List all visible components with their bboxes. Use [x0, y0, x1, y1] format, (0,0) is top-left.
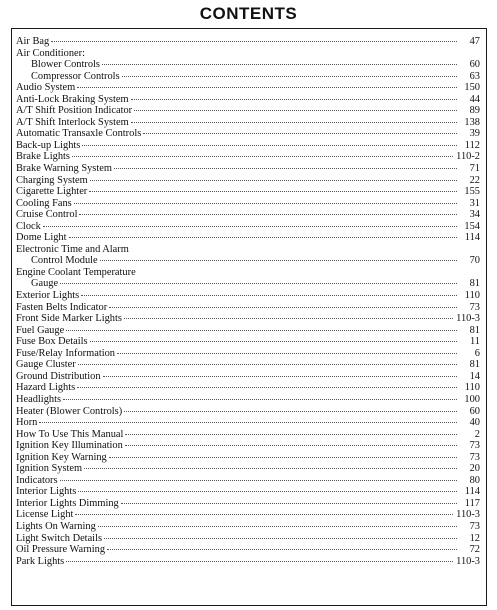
- leader-dots: [131, 99, 457, 100]
- entry-page-number: 112: [464, 139, 480, 151]
- entry-label: Gauge: [31, 278, 59, 290]
- entry-label: How To Use This Manual: [16, 428, 124, 440]
- leader-dots: [79, 214, 457, 215]
- entry-label: Charging System: [16, 174, 88, 186]
- leader-dots: [109, 307, 457, 308]
- contents-entry: [16, 348, 480, 360]
- entry-label: License Light: [16, 509, 74, 521]
- entry-label: Light Switch Details: [16, 532, 103, 544]
- contents-entry: [16, 452, 480, 464]
- entry-label: Fasten Belts Indicator: [16, 301, 108, 313]
- entry-page-number: 110-3: [456, 313, 480, 325]
- leader-dots: [60, 480, 457, 481]
- entry-label: Audio System: [16, 82, 76, 94]
- contents-entry: [16, 209, 480, 221]
- entry-page-number: 12: [469, 532, 480, 544]
- contents-entry: [16, 313, 480, 325]
- entry-label: Horn: [16, 417, 38, 429]
- entry-page-number: 73: [469, 451, 480, 463]
- leader-dots: [84, 468, 457, 469]
- entry-label: Anti-Lock Braking System: [16, 93, 129, 105]
- contents-entry: [16, 359, 480, 371]
- leader-dots: [77, 87, 457, 88]
- contents-entry: [16, 498, 480, 510]
- contents-entry: [16, 521, 480, 533]
- leader-dots: [143, 133, 457, 134]
- leader-dots: [75, 514, 453, 515]
- leader-dots: [66, 561, 453, 562]
- leader-dots: [39, 422, 457, 423]
- entry-label: Air Conditioner:: [16, 47, 85, 59]
- entry-page-number: 44: [469, 93, 480, 105]
- contents-entry: [16, 533, 480, 545]
- entry-page-number: 11: [469, 336, 480, 348]
- entry-page-number: 110-2: [456, 151, 480, 163]
- entry-label: Front Side Marker Lights: [16, 313, 122, 325]
- contents-entry: [16, 36, 480, 48]
- contents-entry: [16, 128, 480, 140]
- entry-page-number: 73: [469, 520, 480, 532]
- contents-entry: [16, 302, 480, 314]
- contents-entry: [16, 94, 480, 106]
- entry-page-number: 14: [469, 370, 480, 382]
- leader-dots: [51, 41, 457, 42]
- entry-label: Cigarette Lighter: [16, 186, 88, 198]
- entry-label: Air Bag: [16, 36, 50, 47]
- leader-dots: [43, 226, 457, 227]
- entry-label: Brake Lights: [16, 151, 70, 163]
- contents-entry: [16, 440, 480, 452]
- contents-entry: [16, 394, 480, 406]
- contents-entry: [16, 556, 480, 568]
- leader-dots: [124, 318, 453, 319]
- leader-dots: [117, 353, 457, 354]
- contents-entry: [16, 278, 480, 290]
- entry-label: Clock: [16, 220, 41, 232]
- leader-dots: [103, 376, 457, 377]
- entry-page-number: 63: [469, 70, 480, 82]
- leader-dots: [60, 283, 457, 284]
- entry-label: Ground Distribution: [16, 370, 101, 382]
- leader-dots: [125, 434, 457, 435]
- entry-page-number: 154: [464, 220, 480, 232]
- leader-dots: [125, 445, 457, 446]
- contents-entry: [16, 175, 480, 187]
- entry-page-number: 70: [469, 255, 480, 267]
- leader-dots: [63, 399, 457, 400]
- contents-entry: [16, 198, 480, 210]
- entry-label: Ignition Key Warning: [16, 451, 107, 463]
- leader-dots: [100, 260, 457, 261]
- leader-dots: [81, 295, 457, 296]
- entry-label: Lights On Warning: [16, 520, 96, 532]
- contents-entry: [16, 255, 480, 267]
- entry-label: Park Lights: [16, 555, 65, 567]
- entry-page-number: 110: [464, 382, 480, 394]
- entry-page-number: 100: [464, 393, 480, 405]
- contents-entry: [16, 82, 480, 94]
- contents-entry: [16, 140, 480, 152]
- leader-dots: [72, 156, 453, 157]
- leader-dots: [102, 64, 457, 65]
- entry-label: Heater (Blower Controls): [16, 405, 123, 417]
- entry-label: Interior Lights: [16, 486, 77, 498]
- entry-page-number: 80: [469, 474, 480, 486]
- entry-label: Compressor Controls: [31, 70, 120, 82]
- contents-entry: [16, 406, 480, 418]
- entry-page-number: 73: [469, 440, 480, 452]
- contents-entry: [16, 475, 480, 487]
- entry-label: Fuse/Relay Information: [16, 347, 115, 359]
- contents-entry: [16, 48, 480, 60]
- contents-entry: [16, 117, 480, 129]
- entry-label: Hazard Lights: [16, 382, 76, 394]
- leader-dots: [114, 168, 457, 169]
- contents-entry: [16, 244, 480, 256]
- contents-entry: [16, 59, 480, 71]
- entry-label: Headlights: [16, 393, 62, 405]
- entry-page-number: 60: [469, 405, 480, 417]
- contents-entry: [16, 371, 480, 383]
- entry-label: A/T Shift Position Indicator: [16, 105, 133, 117]
- leader-dots: [104, 538, 457, 539]
- entry-label: Cooling Fans: [16, 197, 72, 209]
- leader-dots: [122, 76, 457, 77]
- contents-entry: [16, 486, 480, 498]
- entry-page-number: 34: [469, 209, 480, 221]
- entry-label: Automatic Transaxle Controls: [16, 128, 142, 140]
- entry-label: Fuse Box Details: [16, 336, 88, 348]
- contents-entry: [16, 151, 480, 163]
- contents-entry: [16, 105, 480, 117]
- entry-page-number: 22: [469, 174, 480, 186]
- contents-entry: [16, 163, 480, 175]
- leader-dots: [69, 237, 457, 238]
- entry-label: Ignition System: [16, 463, 83, 475]
- leader-dots: [74, 203, 457, 204]
- entry-page-number: 73: [469, 301, 480, 313]
- entry-page-number: 110-3: [456, 555, 480, 567]
- leader-dots: [78, 364, 457, 365]
- leader-dots: [121, 503, 457, 504]
- leader-dots: [131, 122, 457, 123]
- entry-label: Blower Controls: [31, 59, 100, 71]
- contents-list: [16, 36, 480, 567]
- leader-dots: [109, 457, 457, 458]
- entry-page-number: 110-3: [456, 509, 480, 521]
- entry-label: Control Module: [31, 255, 98, 267]
- entry-label: Cruise Control: [16, 209, 78, 221]
- entry-page-number: 40: [469, 417, 480, 429]
- contents-entry: [16, 232, 480, 244]
- entry-label: Dome Light: [16, 232, 67, 244]
- entry-label: Oil Pressure Warning: [16, 544, 106, 556]
- entry-page-number: 60: [469, 59, 480, 71]
- entry-page-number: 39: [469, 128, 480, 140]
- entry-label: Engine Coolant Temperature: [16, 266, 136, 278]
- contents-entry: [16, 71, 480, 83]
- leader-dots: [124, 411, 457, 412]
- entry-page-number: 6: [474, 347, 480, 359]
- entry-page-number: 81: [469, 324, 480, 336]
- entry-label: Electronic Time and Alarm: [16, 243, 129, 255]
- entry-page-number: 81: [469, 278, 480, 290]
- leader-dots: [77, 387, 457, 388]
- entry-page-number: 72: [469, 544, 480, 556]
- contents-entry: [16, 290, 480, 302]
- entry-label: A/T Shift Interlock System: [16, 116, 129, 128]
- entry-page-number: 81: [469, 359, 480, 371]
- contents-entry: [16, 429, 480, 441]
- leader-dots: [66, 330, 457, 331]
- contents-entry: [16, 221, 480, 233]
- entry-page-number: 2: [474, 428, 480, 440]
- leader-dots: [134, 110, 457, 111]
- leader-dots: [90, 180, 457, 181]
- contents-entry: [16, 544, 480, 556]
- entry-label: Fuel Gauge: [16, 324, 65, 336]
- entry-page-number: 155: [464, 186, 480, 198]
- entry-page-number: 89: [469, 105, 480, 117]
- leader-dots: [98, 526, 457, 527]
- entry-page-number: 31: [469, 197, 480, 209]
- page-title: CONTENTS: [199, 4, 298, 23]
- leader-dots: [107, 549, 457, 550]
- entry-page-number: 47: [469, 36, 480, 47]
- contents-entry: [16, 336, 480, 348]
- entry-page-number: 114: [464, 232, 480, 244]
- leader-dots: [78, 491, 457, 492]
- entry-label: Indicators: [16, 474, 58, 486]
- contents-entry: [16, 509, 480, 521]
- entry-label: Ignition Key Illumination: [16, 440, 123, 452]
- leader-dots: [82, 145, 457, 146]
- leader-dots: [89, 191, 457, 192]
- entry-page-number: 138: [464, 116, 480, 128]
- contents-entry: [16, 382, 480, 394]
- entry-page-number: 20: [469, 463, 480, 475]
- entry-page-number: 110: [464, 290, 480, 302]
- contents-entry: [16, 463, 480, 475]
- entry-page-number: 71: [469, 163, 480, 175]
- entry-label: Interior Lights Dimming: [16, 497, 119, 509]
- contents-entry: [16, 267, 480, 279]
- entry-label: Gauge Cluster: [16, 359, 76, 371]
- entry-page-number: 114: [464, 486, 480, 498]
- contents-entry: [16, 186, 480, 198]
- entry-page-number: 117: [464, 497, 480, 509]
- contents-entry: [16, 417, 480, 429]
- contents-entry: [16, 325, 480, 337]
- entry-label: Back-up Lights: [16, 139, 81, 151]
- leader-dots: [90, 341, 457, 342]
- entry-label: Exterior Lights: [16, 290, 80, 302]
- entry-page-number: 150: [464, 82, 480, 94]
- entry-label: Brake Warning System: [16, 163, 112, 175]
